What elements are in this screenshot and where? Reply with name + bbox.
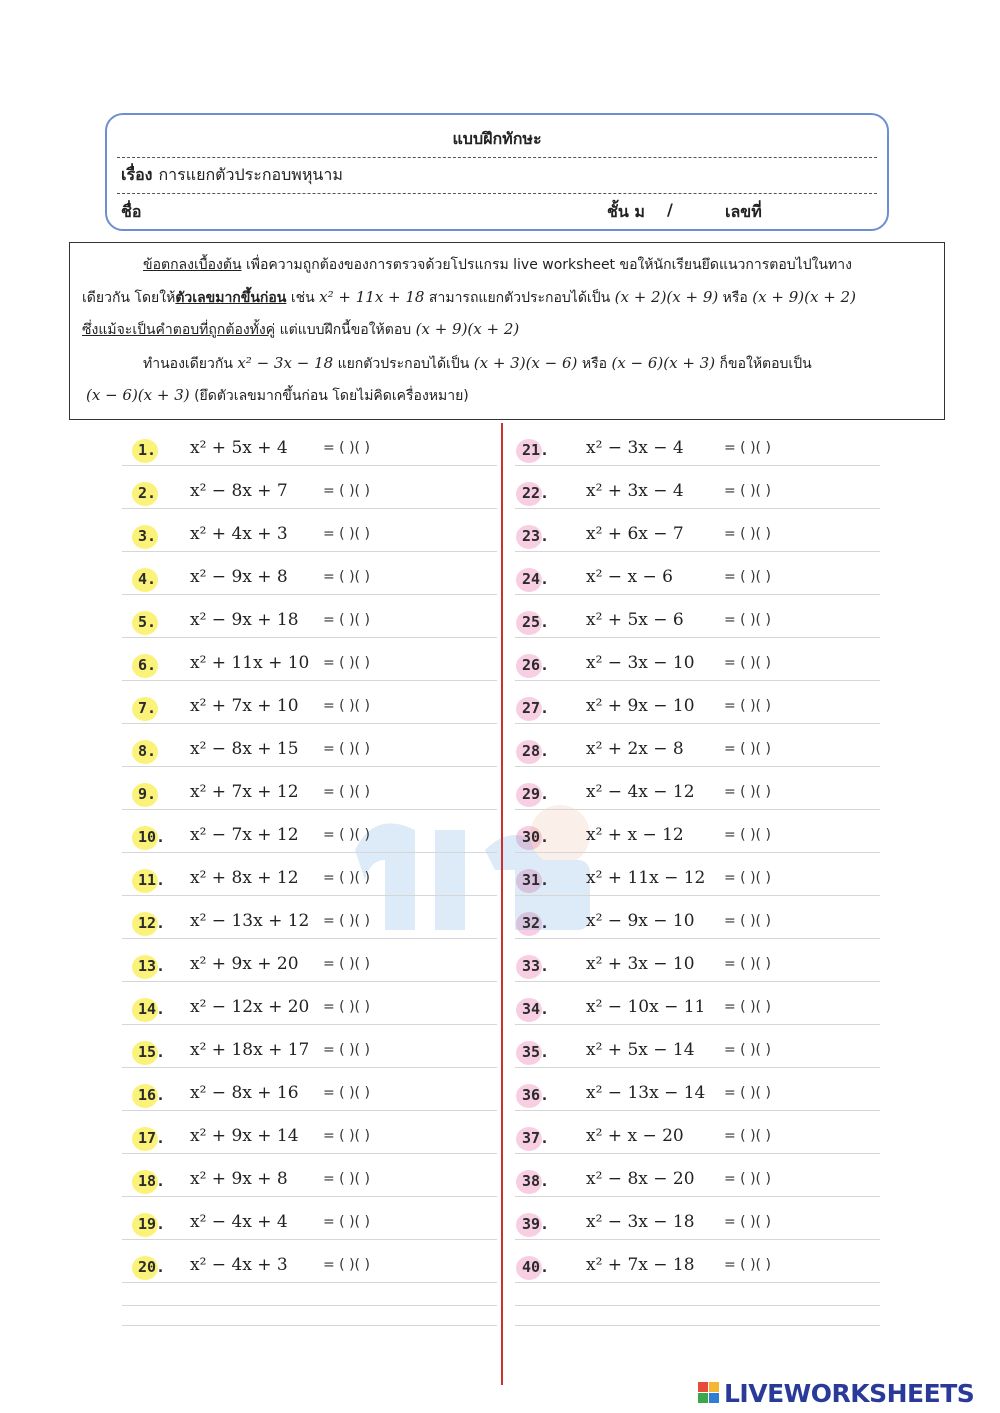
item-number: 10.	[138, 828, 166, 846]
polynomial-expression: x² + 4x + 3	[190, 524, 288, 544]
row-rule	[122, 852, 497, 853]
item-number: 6.	[138, 656, 157, 674]
item-number: 35.	[522, 1043, 550, 1061]
row-rule	[122, 1325, 497, 1326]
row-rule	[515, 551, 880, 552]
polynomial-expression: x² − 10x − 11	[586, 997, 706, 1017]
polynomial-expression: x² + 18x + 17	[190, 1040, 310, 1060]
polynomial-expression: x² + 6x − 7	[586, 524, 684, 544]
math-expression: (x + 9)(x + 2)	[415, 320, 520, 338]
answer-blank[interactable]: = ( )( )	[323, 913, 370, 929]
polynomial-expression: x² − 9x − 10	[586, 911, 695, 931]
answer-blank[interactable]: = ( )( )	[323, 827, 370, 843]
topic-label: เรื่อง	[121, 165, 153, 184]
answer-blank[interactable]: = ( )( )	[323, 569, 370, 585]
polynomial-expression: x² − 8x + 7	[190, 481, 288, 501]
row-rule	[122, 981, 497, 982]
polynomial-expression: x² + 11x − 12	[586, 868, 706, 888]
instructions-text: เช่น	[286, 290, 320, 306]
row-rule	[122, 1153, 497, 1154]
answer-blank[interactable]: = ( )( )	[724, 1171, 771, 1187]
answer-blank[interactable]: = ( )( )	[323, 440, 370, 456]
item-number: 4.	[138, 570, 157, 588]
row-rule	[515, 1239, 880, 1240]
math-expression: (x − 6)(x + 3)	[611, 354, 716, 372]
polynomial-expression: x² + 2x − 8	[586, 739, 684, 759]
polynomial-expression: x² + x − 12	[586, 825, 684, 845]
answer-blank[interactable]: = ( )( )	[724, 1042, 771, 1058]
row-rule	[122, 1067, 497, 1068]
item-number: 19.	[138, 1215, 166, 1233]
item-number: 14.	[138, 1000, 166, 1018]
class-label: ชั้น ม	[607, 202, 645, 221]
item-number: 31.	[522, 871, 550, 889]
polynomial-expression: x² + 9x + 8	[190, 1169, 288, 1189]
item-number: 15.	[138, 1043, 166, 1061]
polynomial-expression: x² + 7x + 10	[190, 696, 299, 716]
polynomial-expression: x² − 13x + 12	[190, 911, 310, 931]
row-rule	[122, 895, 497, 896]
item-number: 37.	[522, 1129, 550, 1147]
row-rule	[515, 1153, 880, 1154]
polynomial-expression: x² + 9x + 20	[190, 954, 299, 974]
item-number: 11.	[138, 871, 166, 889]
answer-blank[interactable]: = ( )( )	[724, 1257, 771, 1273]
answer-blank[interactable]: = ( )( )	[724, 956, 771, 972]
instructions-text: เดียวกัน โดยให้	[82, 290, 176, 306]
instructions-text: แต่แบบฝึกนี้ขอให้ตอบ	[275, 322, 416, 338]
polynomial-expression: x² + 5x − 14	[586, 1040, 695, 1060]
answer-blank[interactable]: = ( )( )	[323, 655, 370, 671]
answer-blank[interactable]: = ( )( )	[323, 1257, 370, 1273]
instructions-heading: ข้อตกลงเบื้องต้น	[143, 257, 242, 273]
polynomial-expression: x² − 3x − 10	[586, 653, 695, 673]
row-rule	[122, 1282, 497, 1283]
polynomial-expression: x² − 9x + 18	[190, 610, 299, 630]
row-rule	[122, 551, 497, 552]
answer-blank[interactable]: = ( )( )	[724, 612, 771, 628]
answer-blank[interactable]: = ( )( )	[323, 870, 370, 886]
item-number: 26.	[522, 656, 550, 674]
polynomial-expression: x² + 5x + 4	[190, 438, 288, 458]
polynomial-expression: x² + 7x + 12	[190, 782, 299, 802]
item-number: 17.	[138, 1129, 166, 1147]
answer-blank[interactable]: = ( )( )	[323, 741, 370, 757]
item-number: 40.	[522, 1258, 550, 1276]
row-rule	[515, 938, 880, 939]
row-rule	[122, 723, 497, 724]
answer-blank[interactable]: = ( )( )	[724, 655, 771, 671]
item-number: 20.	[138, 1258, 166, 1276]
item-number: 25.	[522, 613, 550, 631]
polynomial-expression: x² − 4x + 3	[190, 1255, 288, 1275]
answer-blank[interactable]: = ( )( )	[724, 784, 771, 800]
item-number: 39.	[522, 1215, 550, 1233]
column-divider	[501, 423, 503, 1385]
row-rule	[515, 1110, 880, 1111]
instructions-text: ทำนองเดียวกัน	[143, 356, 238, 372]
answer-blank[interactable]: = ( )( )	[724, 483, 771, 499]
row-rule	[122, 766, 497, 767]
instructions-text: (ยึดตัวเลขมากขึ้นก่อน โดยไม่คิดเครื่องหมาย)	[189, 388, 469, 404]
row-rule	[515, 1024, 880, 1025]
math-expression: x² − 3x − 18	[237, 354, 334, 372]
answer-blank[interactable]: = ( )( )	[724, 440, 771, 456]
math-expression: (x − 6)(x + 3)	[86, 386, 190, 404]
answer-blank[interactable]: = ( )( )	[724, 913, 771, 929]
answer-blank[interactable]: = ( )( )	[724, 1085, 771, 1101]
polynomial-expression: x² − 4x − 12	[586, 782, 695, 802]
answer-blank[interactable]: = ( )( )	[724, 870, 771, 886]
instructions-text: หรือ	[577, 356, 612, 372]
item-number: 30.	[522, 828, 550, 846]
item-number: 9.	[138, 785, 157, 803]
polynomial-expression: x² + 3x − 10	[586, 954, 695, 974]
item-number: 23.	[522, 527, 550, 545]
item-number: 32.	[522, 914, 550, 932]
answer-blank[interactable]: = ( )( )	[323, 784, 370, 800]
answer-blank[interactable]: = ( )( )	[724, 999, 771, 1015]
math-expression: (x + 2)(x + 9)	[614, 288, 719, 306]
polynomial-expression: x² − 3x − 18	[586, 1212, 695, 1232]
name-label: ชื่อ	[121, 202, 142, 221]
instructions-emphasis: ตัวเลขมากขึ้นก่อน	[175, 290, 287, 306]
answer-blank[interactable]: = ( )( )	[323, 483, 370, 499]
liveworksheets-mark-icon	[698, 1382, 720, 1404]
answer-blank[interactable]: = ( )( )	[724, 827, 771, 843]
polynomial-expression: x² + x − 20	[586, 1126, 684, 1146]
worksheet-title: แบบฝึกทักษะ	[452, 129, 542, 148]
row-rule	[122, 465, 497, 466]
answer-blank[interactable]: = ( )( )	[323, 999, 370, 1015]
answer-blank[interactable]: = ( )( )	[323, 698, 370, 714]
answer-blank[interactable]: = ( )( )	[724, 526, 771, 542]
row-rule	[122, 1239, 497, 1240]
polynomial-expression: x² − x − 6	[586, 567, 673, 587]
row-rule	[122, 637, 497, 638]
answer-blank[interactable]: = ( )( )	[323, 956, 370, 972]
item-number: 2.	[138, 484, 157, 502]
item-number: 16.	[138, 1086, 166, 1104]
row-rule	[515, 465, 880, 466]
row-rule	[515, 723, 880, 724]
logo-text: LIVEWORKSHEETS	[724, 1378, 975, 1408]
item-number: 34.	[522, 1000, 550, 1018]
class-slash: /	[667, 200, 673, 219]
row-rule	[515, 766, 880, 767]
polynomial-expression: x² − 4x + 4	[190, 1212, 288, 1232]
answer-blank[interactable]: = ( )( )	[724, 569, 771, 585]
item-number: 5.	[138, 613, 157, 631]
answer-blank[interactable]: = ( )( )	[323, 1128, 370, 1144]
row-rule	[515, 1305, 880, 1306]
row-rule	[515, 981, 880, 982]
row-rule	[515, 809, 880, 810]
item-number: 8.	[138, 742, 157, 760]
item-number: 18.	[138, 1172, 166, 1190]
polynomial-expression: x² + 7x − 18	[586, 1255, 695, 1275]
answer-blank[interactable]: = ( )( )	[323, 1085, 370, 1101]
item-number: 13.	[138, 957, 166, 975]
topic-text: การแยกตัวประกอบพหุนาม	[158, 165, 343, 184]
row-rule	[515, 852, 880, 853]
instructions-text: สามารถแยกตัวประกอบได้เป็น	[424, 290, 615, 306]
polynomial-expression: x² + 3x − 4	[586, 481, 684, 501]
polynomial-expression: x² − 3x − 4	[586, 438, 684, 458]
answer-blank[interactable]: = ( )( )	[323, 1171, 370, 1187]
item-number: 29.	[522, 785, 550, 803]
row-rule	[515, 680, 880, 681]
polynomial-expression: x² − 13x − 14	[586, 1083, 706, 1103]
answer-blank[interactable]: = ( )( )	[323, 526, 370, 542]
item-number: 33.	[522, 957, 550, 975]
row-rule	[122, 1110, 497, 1111]
item-number: 7.	[138, 699, 157, 717]
instructions-text: ก็ขอให้ตอบเป็น	[715, 356, 812, 372]
row-rule	[515, 1325, 880, 1326]
item-number: 3.	[138, 527, 157, 545]
row-rule	[122, 1196, 497, 1197]
instructions-text: แยกตัวประกอบได้เป็น	[333, 356, 474, 372]
math-expression: x² + 11x + 18	[319, 288, 425, 306]
item-number: 27.	[522, 699, 550, 717]
row-rule	[122, 1024, 497, 1025]
polynomial-expression: x² − 8x − 20	[586, 1169, 695, 1189]
item-number: 22.	[522, 484, 550, 502]
row-rule	[515, 594, 880, 595]
math-expression: (x + 9)(x + 2)	[752, 288, 856, 306]
row-rule	[122, 508, 497, 509]
liveworksheets-logo	[698, 1378, 974, 1408]
polynomial-expression: x² − 12x + 20	[190, 997, 310, 1017]
row-rule	[515, 508, 880, 509]
polynomial-expression: x² − 8x + 15	[190, 739, 299, 759]
row-rule	[122, 1305, 497, 1306]
row-rule	[122, 680, 497, 681]
polynomial-expression: x² + 11x + 10	[190, 653, 310, 673]
item-number: 24.	[522, 570, 550, 588]
row-rule	[515, 1196, 880, 1197]
row-rule	[515, 1067, 880, 1068]
instructions-text: หรือ	[718, 290, 753, 306]
item-number: 38.	[522, 1172, 550, 1190]
polynomial-expression: x² − 8x + 16	[190, 1083, 299, 1103]
polynomial-expression: x² − 7x + 12	[190, 825, 299, 845]
row-rule	[122, 938, 497, 939]
polynomial-expression: x² + 5x − 6	[586, 610, 684, 630]
row-rule	[122, 594, 497, 595]
polynomial-expression: x² + 8x + 12	[190, 868, 299, 888]
polynomial-expression: x² − 9x + 8	[190, 567, 288, 587]
number-label: เลขที่	[725, 202, 762, 221]
item-number: 36.	[522, 1086, 550, 1104]
item-number: 21.	[522, 441, 550, 459]
answer-blank[interactable]: = ( )( )	[323, 612, 370, 628]
answer-blank[interactable]: = ( )( )	[323, 1042, 370, 1058]
answer-blank[interactable]: = ( )( )	[323, 1214, 370, 1230]
polynomial-expression: x² + 9x + 14	[190, 1126, 299, 1146]
item-number: 1.	[138, 441, 157, 459]
item-number: 12.	[138, 914, 166, 932]
row-rule	[515, 637, 880, 638]
instructions-text: ซึ่งแม้จะเป็นคำตอบที่ถูกต้องทั้งคู่	[82, 322, 276, 338]
polynomial-expression: x² + 9x − 10	[586, 696, 695, 716]
row-rule	[515, 1282, 880, 1283]
answer-blank[interactable]: = ( )( )	[724, 741, 771, 757]
instructions-text: เพื่อความถูกต้องของการตรวจด้วยโปรแกรม live worksheet ขอให้นักเรียนยึดแนวการตอบไปในทาง	[241, 257, 852, 273]
row-rule	[515, 895, 880, 896]
row-rule	[122, 809, 497, 810]
item-number: 28.	[522, 742, 550, 760]
math-expression: (x + 3)(x − 6)	[473, 354, 578, 372]
answer-blank[interactable]: = ( )( )	[724, 1214, 771, 1230]
answer-blank[interactable]: = ( )( )	[724, 698, 771, 714]
answer-blank[interactable]: = ( )( )	[724, 1128, 771, 1144]
